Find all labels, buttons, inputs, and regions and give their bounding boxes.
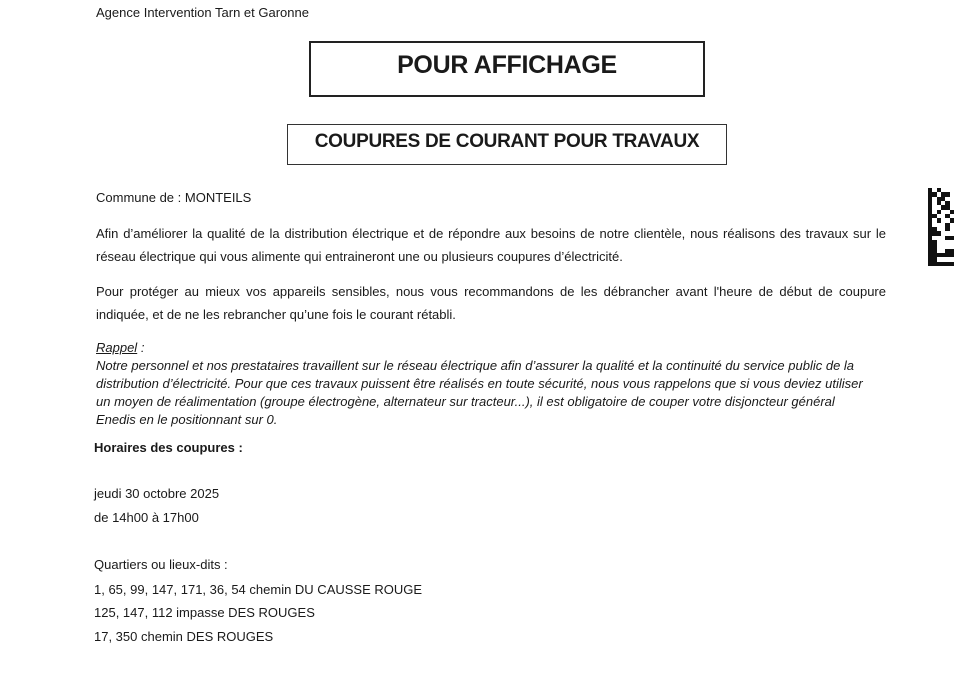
- intro-paragraph-1: Afin d’améliorer la qualité de la distribution électrique et de répondre aux besoins de notre clientèle, nous réalisons des travaux sur le réseau électrique qui vous alimente qui entraineront une ou plusieurs coupures d’électricité.: [96, 226, 886, 264]
- schedule-heading: Horaires des coupures :: [94, 440, 243, 455]
- commune-line: Commune de : MONTEILS: [96, 190, 252, 205]
- rappel-heading: [96, 339, 871, 357]
- title-box-main: [309, 41, 705, 97]
- schedule-time: de 14h00 à 17h00: [94, 510, 199, 525]
- locations-heading: Quartiers ou lieux-dits :: [94, 557, 228, 572]
- location-item: 125, 147, 112 impasse DES ROUGES: [94, 605, 315, 620]
- title-box-sub: [287, 124, 727, 165]
- schedule-date: jeudi 30 octobre 2025: [94, 486, 220, 501]
- page-subtitle: COUPURES DE COURANT POUR TRAVAUX: [314, 130, 700, 152]
- page-title: POUR AFFICHAGE: [397, 50, 617, 79]
- datamatrix-barcode: [928, 188, 954, 266]
- rappel-section: [96, 339, 871, 429]
- rappel-label: Rappel: [96, 340, 138, 355]
- location-item: 1, 65, 99, 147, 171, 36, 54 chemin DU CAUSSE ROUGE: [94, 582, 423, 597]
- rappel-colon: :: [137, 340, 145, 355]
- agency-name: Agence Intervention Tarn et Garonne: [96, 5, 309, 20]
- intro-paragraph-2: Pour protéger au mieux vos appareils sensibles, nous vous recommandons de les débrancher avant l'heure de début de coupure indiquée, et de ne les rebrancher qu’une fois le courant rétabli.: [96, 284, 886, 322]
- location-item: 17, 350 chemin DES ROUGES: [94, 629, 274, 644]
- rappel-text: Notre personnel et nos prestataires travaillent sur le réseau électrique afin d’assurer la qualité et la continuité du service public de la distribution d’électricité. Pour que ces travaux puissent être réalisés en toute sécurité, nous vous rappelons que si vous deviez utiliser un moyen de réalimentation (groupe électrogène, alternateur sur tracteur...), il est obligatoire de couper votre disjoncteur général Enedis en le positionnant sur 0.: [96, 358, 863, 427]
